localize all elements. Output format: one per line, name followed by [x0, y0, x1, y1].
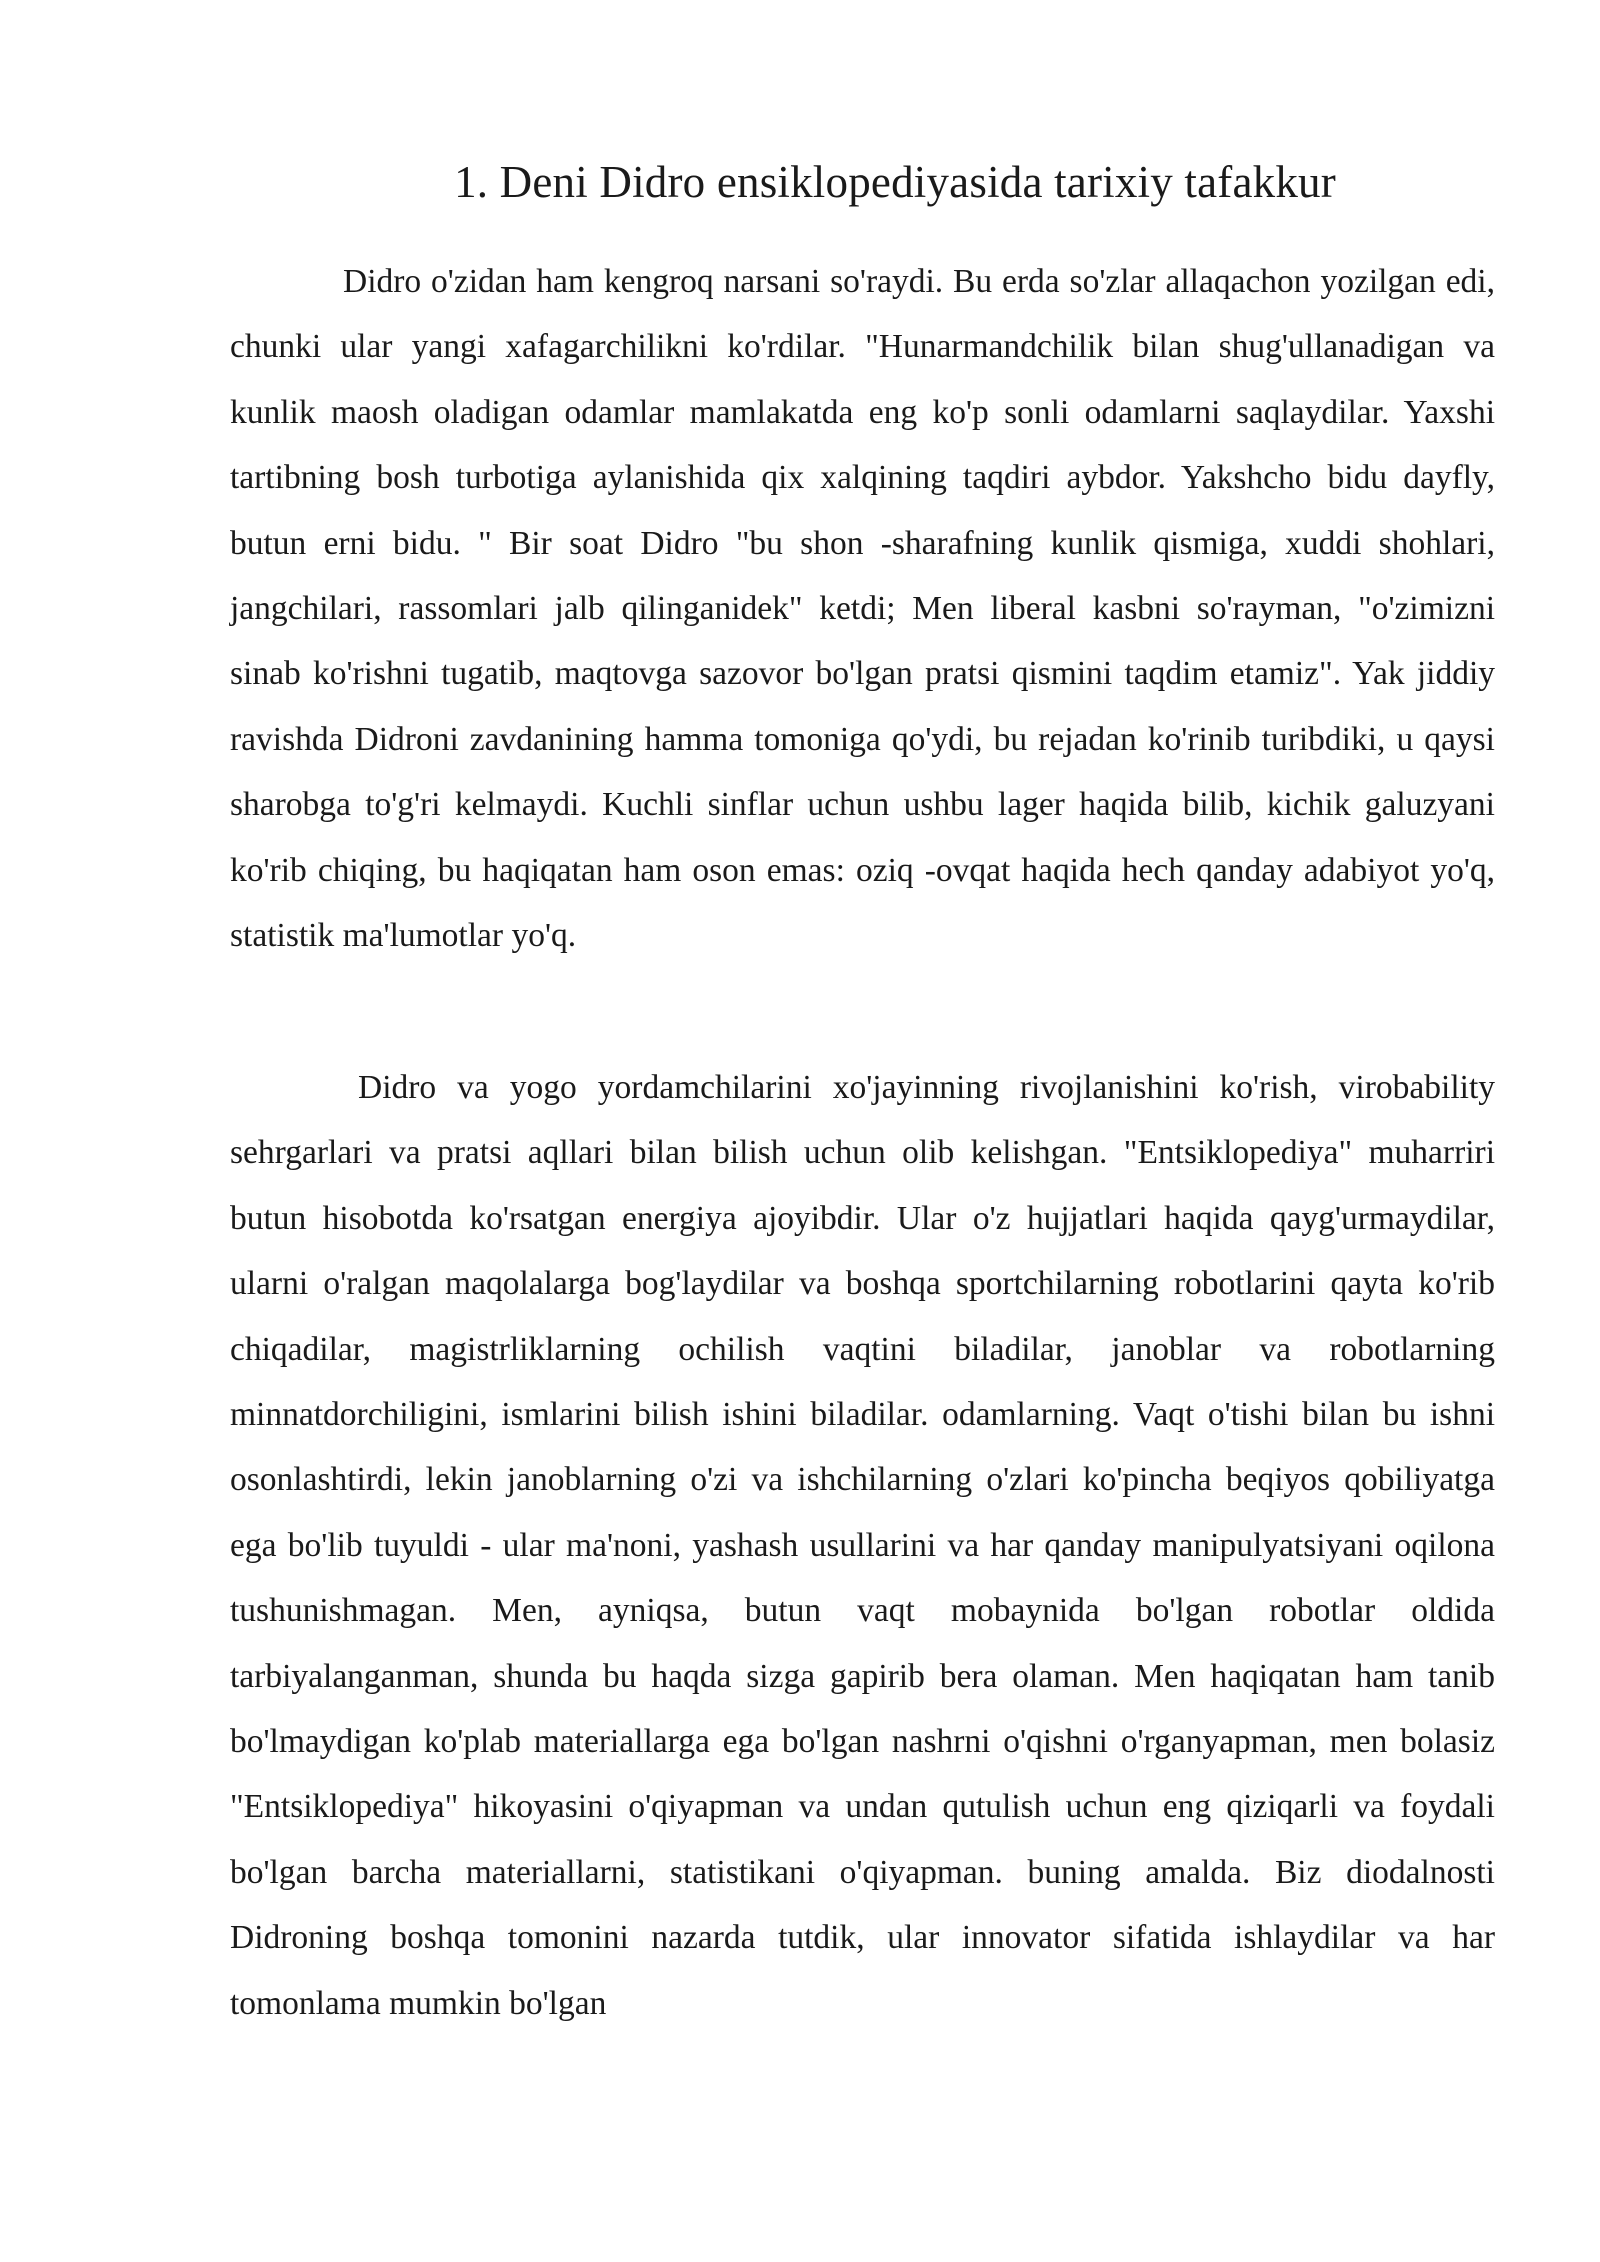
- body-paragraph-1: Didro o'zidan ham kengroq narsani so'raydi. Bu erda so'zlar allaqachon yozilgan edi, chunki ular yangi xafagarchilikni ko'rdilar. "Hunarmandchilik bilan shug'ullanadigan va kunlik maosh oladigan odamlar mamlakatda eng ko'p sonli odamlarni saqlaydilar. Yaxshi tartibning bosh turbotiga aylanishida qix xalqining taqdiri aybdor. Yakshcho bidu dayfly, butun erni bidu. " Bir soat Didro "bu shon -sharafning kunlik qismiga, xuddi shohlari, jangchilari, rassomlari jalb qilinganidek" ketdi; Men liberal kasbni so'rayman, "o'zimizni sinab ko'rishni tugatib, maqtovga sazovor bo'lgan pratsi qismini taqdim etamiz". Yak jiddiy ravishda Didroni zavdanining hamma tomoniga qo'ydi, bu rejadan ko'rinib turibdiki, u qaysi sharobga to'g'ri kelmaydi. Kuchli sinflar uchun ushbu lager haqida bilib, kichik galuzyani ko'rib chiqing, bu haqiqatan ham oson emas: oziq -ovqat haqida hech qanday adabiyot yo'q, statistik ma'lumotlar yo'q.: [230, 263, 1495, 955]
- page-title: 1. Deni Didro ensiklopediyasida tarixiy tafakkur: [454, 157, 1336, 207]
- body-paragraph-2: Didro va yogo yordamchilarini xo'jayinning rivojlanishini ko'rish, virobability sehrgarlari va pratsi aqllari bilan bilish uchun olib kelishgan. "Entsiklopediya" muharriri butun hisobotda ko'rsatgan energiya ajoyibdir. Ular o'z hujjatlari haqida qayg'urmaydilar, ularni o'ralgan maqolalarga bog'laydilar va boshqa sportchilarning robotlarini qayta ko'rib chiqadilar, magistrliklarning ochilish vaqtini biladilar, janoblar va robotlarning minnatdorchiligini, ismlarini bilish ishini biladilar. odamlarning. Vaqt o'tishi bilan bu ishni osonlashtirdi, lekin janoblarning o'zi va ishchilarning o'zlari ko'pincha beqiyos qobiliyatga ega bo'lib tuyuldi - ular ma'noni, yashash usullarini va har qanday manipulyatsiyani oqilona tushunishmagan. Men, ayniqsa, butun vaqt mobaynida bo'lgan robotlar oldida tarbiyalanganman, shunda bu haqda sizga gapirib bera olaman. Men haqiqatan ham tanib bo'lmaydigan ko'plab materiallarga ega bo'lgan nashrni o'qishni o'rganyapman, men bolasiz "Entsiklopediya" hikoyasini o'qiyapman va undan qutulish uchun eng qiziqarli va foydali bo'lgan barcha materiallarni, statistikani o'qiyapman. buning amalda. Biz diodalnosti Didroning boshqa tomonini nazarda tutdik, ular innovator sifatida ishlaydilar va har tomonlama mumkin bo'lgan: [230, 1069, 1495, 2022]
